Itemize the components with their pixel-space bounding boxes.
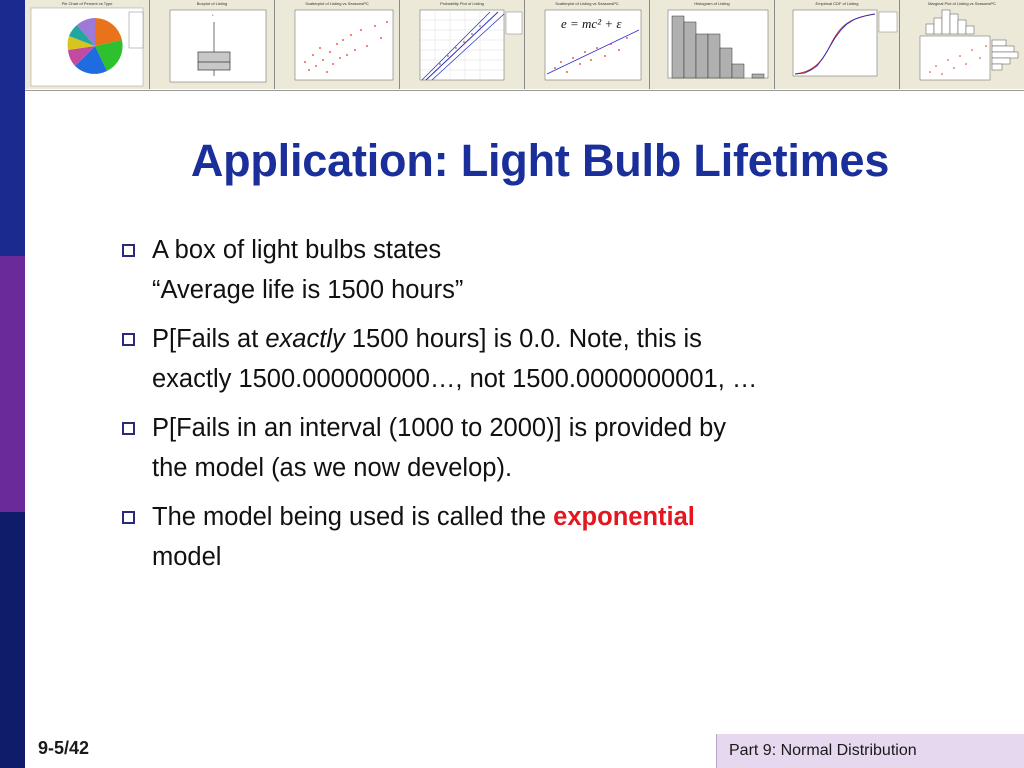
square-bullet-icon xyxy=(122,511,135,524)
thumbnail-scatterplot xyxy=(275,0,400,89)
thumbnail-title: Histogram of Listing xyxy=(694,1,730,6)
thumbnail-title: Empirical CDF of Listing xyxy=(815,1,859,6)
bullet-item xyxy=(118,319,988,399)
thumbnail-regression-plot xyxy=(525,0,650,89)
histogram-image xyxy=(650,0,774,89)
bullet-item xyxy=(118,497,988,577)
pie-chart-image xyxy=(25,0,149,89)
slide-title: Application: Light Bulb Lifetimes xyxy=(190,135,890,186)
thumbnail-title: Boxplot of Listing xyxy=(196,1,228,6)
regression-plot-image xyxy=(525,0,649,89)
accent-segment-navy xyxy=(0,512,25,768)
thumbnail-title: Marginal Plot of Listing vs SeasonsPC xyxy=(928,1,996,6)
bullet-text xyxy=(152,497,988,537)
highlight-text: exponential xyxy=(553,503,695,531)
bullet-text-part: 1500 hours] is 0.0. Note, this is xyxy=(344,325,702,353)
thumbnail-title: Probability Plot of Listing xyxy=(440,1,484,6)
bullet-item xyxy=(118,408,988,488)
square-bullet-icon xyxy=(122,244,135,257)
bullet-text: P[Fails in an interval (1000 to 2000)] is provided by xyxy=(152,414,727,442)
square-bullet-icon xyxy=(122,333,135,346)
accent-segment-blue xyxy=(0,0,25,256)
bullet-text xyxy=(152,319,988,359)
thumbnail-pie-chart xyxy=(25,0,150,89)
thumbnail-title: Pie Chart of Percent vs Type xyxy=(61,1,113,6)
bullet-list xyxy=(118,230,988,586)
thumbnail-probability-plot xyxy=(400,0,525,89)
square-bullet-icon xyxy=(122,422,135,435)
bullet-text-part: P[Fails at xyxy=(152,325,266,353)
bullet-text: the model (as we now develop). xyxy=(152,454,513,482)
bullet-text-part: The model being used is called the xyxy=(152,503,554,531)
bullet-text: exactly 1500.000000000…, not 1500.0000000001, … xyxy=(152,365,758,393)
bullet-text: model xyxy=(152,543,222,571)
thumbnail-histogram xyxy=(650,0,775,89)
boxplot-image xyxy=(150,0,274,89)
thumbnail-title: Scatterplot of Listing vs SeasonsPC xyxy=(555,1,619,6)
thumbnail-empirical-cdf xyxy=(775,0,900,89)
bullet-text: “Average life is 1500 hours” xyxy=(152,276,464,304)
accent-segment-purple xyxy=(0,256,25,512)
page-number: 9-5/42 xyxy=(38,738,90,758)
thumbnail-boxplot xyxy=(150,0,275,89)
empirical-cdf-image xyxy=(775,0,899,89)
thumbnail-marginal-plot xyxy=(900,0,1024,89)
bullet-text: A box of light bulbs states xyxy=(152,236,442,264)
probability-plot-image xyxy=(400,0,524,89)
svg-text:*: * xyxy=(212,13,214,18)
bullet-item xyxy=(118,230,988,310)
footer-section-box xyxy=(716,734,1024,768)
left-accent-bar xyxy=(0,0,25,768)
equation-label: e = mc² + ε xyxy=(561,16,622,31)
emphasis-text: exactly xyxy=(265,325,345,353)
thumbnail-strip xyxy=(25,0,1024,91)
scatterplot-image xyxy=(275,0,399,89)
footer-section-label: Part 9: Normal Distribution xyxy=(729,742,917,759)
marginal-plot-image xyxy=(900,0,1024,89)
thumbnail-title: Scatterplot of Listing vs SeasonsPC xyxy=(305,1,369,6)
